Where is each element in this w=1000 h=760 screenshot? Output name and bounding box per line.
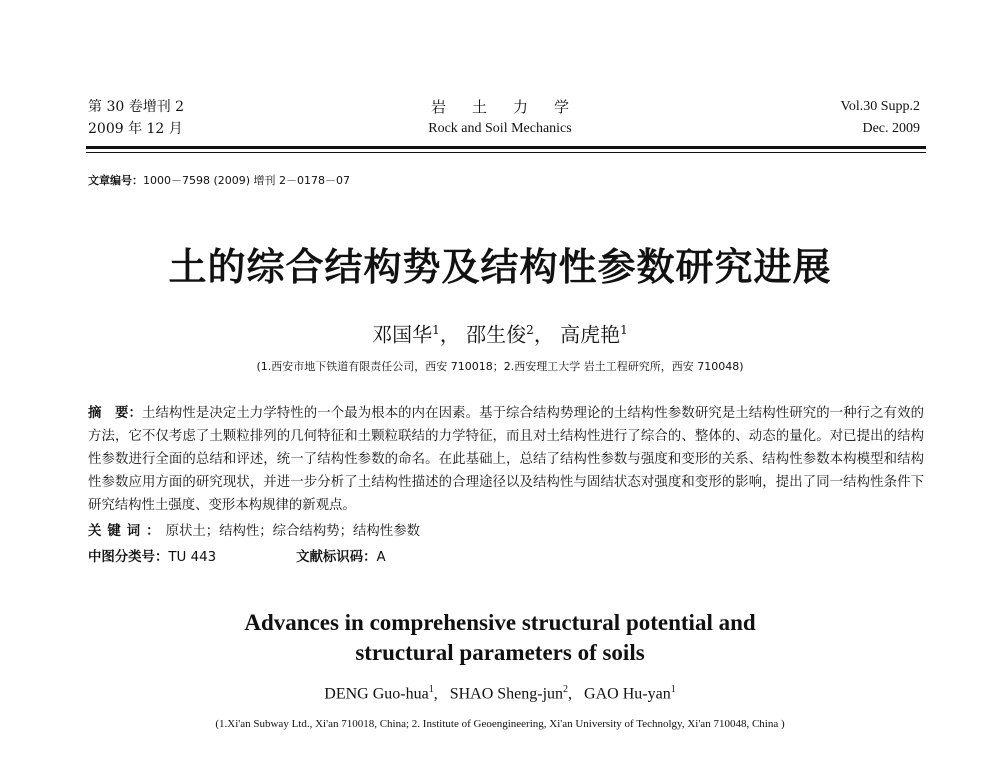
author-cn: 邓国华	[372, 322, 433, 347]
keywords-value: 原状土；结构性；综合结构势；结构性参数	[165, 524, 420, 539]
date-cn: 2009 年 12 月	[88, 121, 183, 137]
header-rule-thick	[86, 146, 926, 149]
classification-line	[88, 546, 386, 565]
author-en: GAO Hu-yan	[584, 685, 671, 703]
authors-cn	[0, 316, 1000, 349]
abstract-label: 摘 要：	[88, 406, 142, 421]
affiliation-en: (1.Xi'an Subway Ltd., Xi'an 710018, China; 2. Institute of Geoengineering, Xi'an University of Technolgy, Xi'an 710048, China )	[215, 718, 785, 730]
author-en: DENG Guo-hua	[324, 685, 429, 703]
author-cn-affil-mark: 1	[620, 323, 628, 337]
paper-title-en-line1: Advances in comprehensive structural potential and	[244, 610, 756, 635]
keywords-cn	[88, 520, 420, 539]
clc-label: 中图分类号：	[88, 550, 169, 565]
author-en-affil-mark: 2	[563, 684, 569, 695]
abstract-text: 土结构性是决定土力学特性的一个最为根本的内在因素。基于综合结构势理论的土结构性参数研究是土结构性研究的一种行之有效的方法，它不仅考虑了土颗粒排列的几何特征和土颗粒联结的力学特征，而且对土结构性进行了综合的、整体的、动态的量化。对已提出的结构性参数进行全面的总结和评述，统一了结构性参数的命名。在此基础上，总结了结构性参数与强度和变形的关系、结构性参数本构模型和结构性参数应用方面的研究现状，并进一步分析了土结构性描述的合理途径以及结构性与固结状态对强度和变形的影响，提出了同一结构性条件下研究结构性土强度、变形本构规律的新观点。	[88, 406, 925, 513]
author-cn: 高虎艳	[560, 322, 621, 347]
article-number-label: 文章编号：	[88, 174, 143, 187]
article-number	[88, 172, 350, 188]
author-cn-affil-mark: 1	[432, 323, 440, 337]
abstract-cn	[88, 402, 924, 517]
volume-issue-cn: 第 30 卷增刊 2	[88, 99, 185, 115]
keywords-label: 关键词：	[88, 524, 166, 539]
author-cn-separator: ，	[533, 322, 554, 347]
author-en-affil-mark: 1	[670, 684, 676, 695]
date-en: Dec. 2009	[862, 121, 920, 136]
doc-code-value: A	[376, 550, 386, 565]
journal-volume-en	[841, 96, 920, 140]
clc-value: TU 443	[168, 550, 217, 565]
author-en-affil-mark: 1	[428, 684, 434, 695]
authors-en	[0, 684, 1000, 703]
author-cn-separator: ，	[439, 322, 460, 347]
header-rule-thin	[86, 152, 926, 153]
affiliation-cn: (1.西安市地下铁道有限责任公司，西安 710018；2.西安理工大学 岩土工程研究所，西安 710048)	[256, 360, 744, 373]
journal-name-cn: 岩土力学	[430, 98, 595, 116]
article-number-value: 1000－7598 (2009) 增刊 2－0178－07	[143, 174, 351, 187]
volume-issue-en: Vol.30 Supp.2	[840, 99, 920, 114]
author-en: SHAO Sheng-jun	[449, 685, 564, 703]
paper-title-en-line2: structural parameters of soils	[355, 640, 645, 665]
author-en-separator: ,	[568, 685, 585, 703]
paper-title-en	[0, 608, 1000, 668]
author-cn-affil-mark: 2	[526, 323, 534, 337]
paper-title-cn: 土的综合结构势及结构性参数研究进展	[168, 245, 832, 289]
author-cn: 邵生俊	[466, 322, 527, 347]
author-en-separator: ,	[433, 685, 450, 703]
doc-code-label: 文献标识码：	[296, 550, 377, 565]
journal-name-en: Rock and Soil Mechanics	[428, 121, 572, 136]
